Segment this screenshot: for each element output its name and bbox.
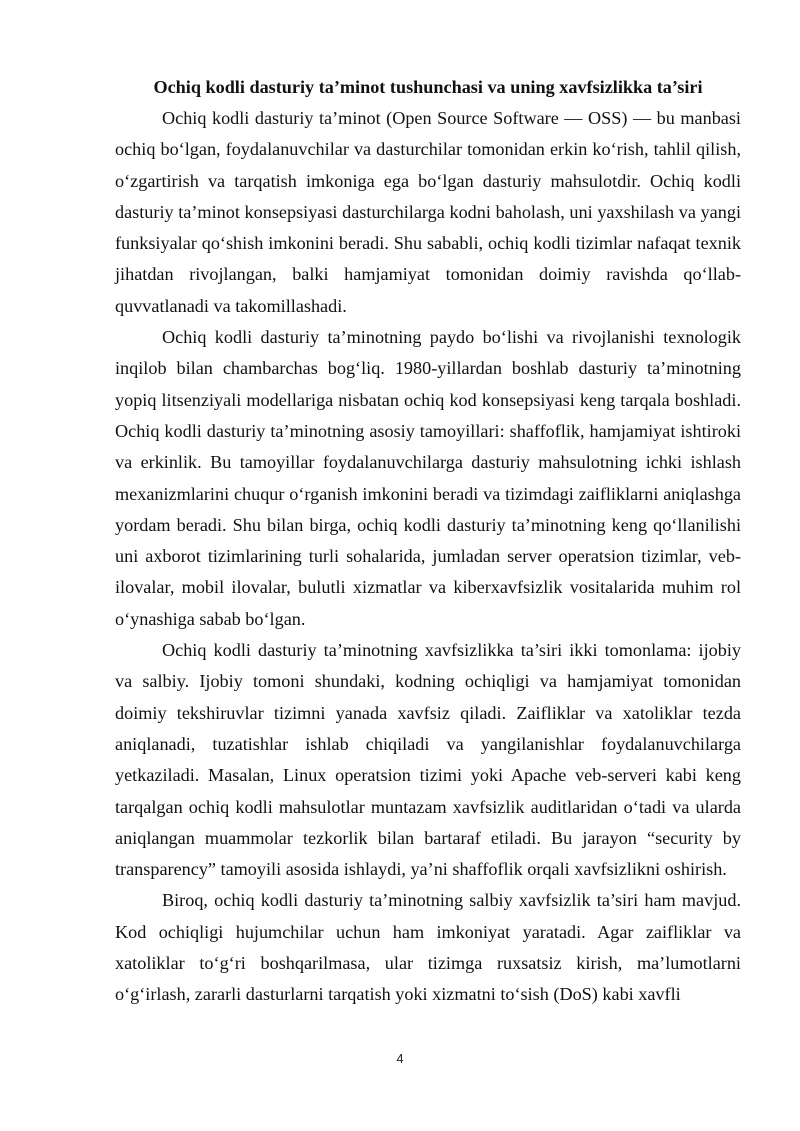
paragraph-security-positive: Ochiq kodli dasturiy ta’minotning xavfsizlikka ta’siri ikki tomonlama: ijobiy va salbiy. Ijobiy tomoni shundaki, kodning ochiqligi va hamjamiyat tomonidan doimiy tekshiruvlar tizimni yanada xavfsiz qiladi. Zaifliklar va xatoliklar tezda aniqlanadi, tuzatishlar ishlab chiqiladi va yangilanishlar foydalanuvchilarga yetkaziladi. Masalan, Linux operatsion tizimi yoki Apache veb-serveri kabi keng tarqalgan ochiq kodli mahsulotlar muntazam xavfsizlik auditlaridan o‘tadi va ularda aniqlangan muammolar tezkorlik bilan bartaraf etiladi. Bu jarayon “security by transparency” tamoyili asosida ishlaydi, ya’ni shaffoflik orqali xavfsizlikni oshirish. bbox=[115, 640, 741, 880]
page-title: Ochiq kodli dasturiy ta’minot tushunchasi va uning xavfsizlikka ta’siri bbox=[153, 77, 703, 97]
page-content bbox=[115, 72, 741, 1011]
page-number: 4 bbox=[396, 1051, 404, 1066]
paragraph-security-negative: Biroq, ochiq kodli dasturiy ta’minotning salbiy xavfsizlik ta’siri ham mavjud. Kod ochiqligi hujumchilar uchun ham imkoniyat yaratadi. Agar zaifliklar va xatoliklar to‘g‘ri boshqarilmasa, ular tizimga ruxsatsiz kirish, ma’lumotlarni o‘g‘irlash, zararli dasturlarni tarqatish yoki xizmatni to‘sish (DoS) kabi xavfli bbox=[115, 890, 741, 1005]
paragraph-oss-definition: Ochiq kodli dasturiy ta’minot (Open Source Software — OSS) — bu manbasi ochiq bo‘lgan, foydalanuvchilar va dasturchilar tomonidan erkin ko‘rish, tahlil qilish, o‘zgartirish va tarqatish imkoniga ega bo‘lgan dasturiy mahsulotdir. Ochiq kodli dasturiy ta’minot konsepsiyasi dasturchilarga kodni baholash, uni yaxshilash va yangi funksiyalar qo‘shish imkonini beradi. Shu sababli, ochiq kodli tizimlar nafaqat texnik jihatdan rivojlangan, balki hamjamiyat tomonidan doimiy ravishda qo‘llab-quvvatlanadi va takomillashadi. bbox=[115, 108, 741, 316]
paragraph-oss-history: Ochiq kodli dasturiy ta’minotning paydo bo‘lishi va rivojlanishi texnologik inqilob bilan chambarchas bog‘liq. 1980-yillardan boshlab dasturiy ta’minotning yopiq litsenziyali modellariga nisbatan ochiq kod konsepsiyasi keng tarqala boshladi. Ochiq kodli dasturiy ta’minotning asosiy tamoyillari: shaffoflik, hamjamiyat ishtiroki va erkinlik. Bu tamoyillar foydalanuvchilarga dasturiy mahsulotning ichki ishlash mexanizmlarini chuqur o‘rganish imkonini beradi va tizimdagi zaifliklarni aniqlashga yordam beradi. Shu bilan birga, ochiq kodli dasturiy ta’minotning keng qo‘llanilishi uni axborot tizimlarining turli sohalarida, jumladan server operatsion tizimlar, veb-ilovalar, mobil ilovalar, bulutli xizmatlar va kiberxavfsizlik vositalarida muhim rol o‘ynashiga sabab bo‘lgan. bbox=[115, 327, 741, 629]
